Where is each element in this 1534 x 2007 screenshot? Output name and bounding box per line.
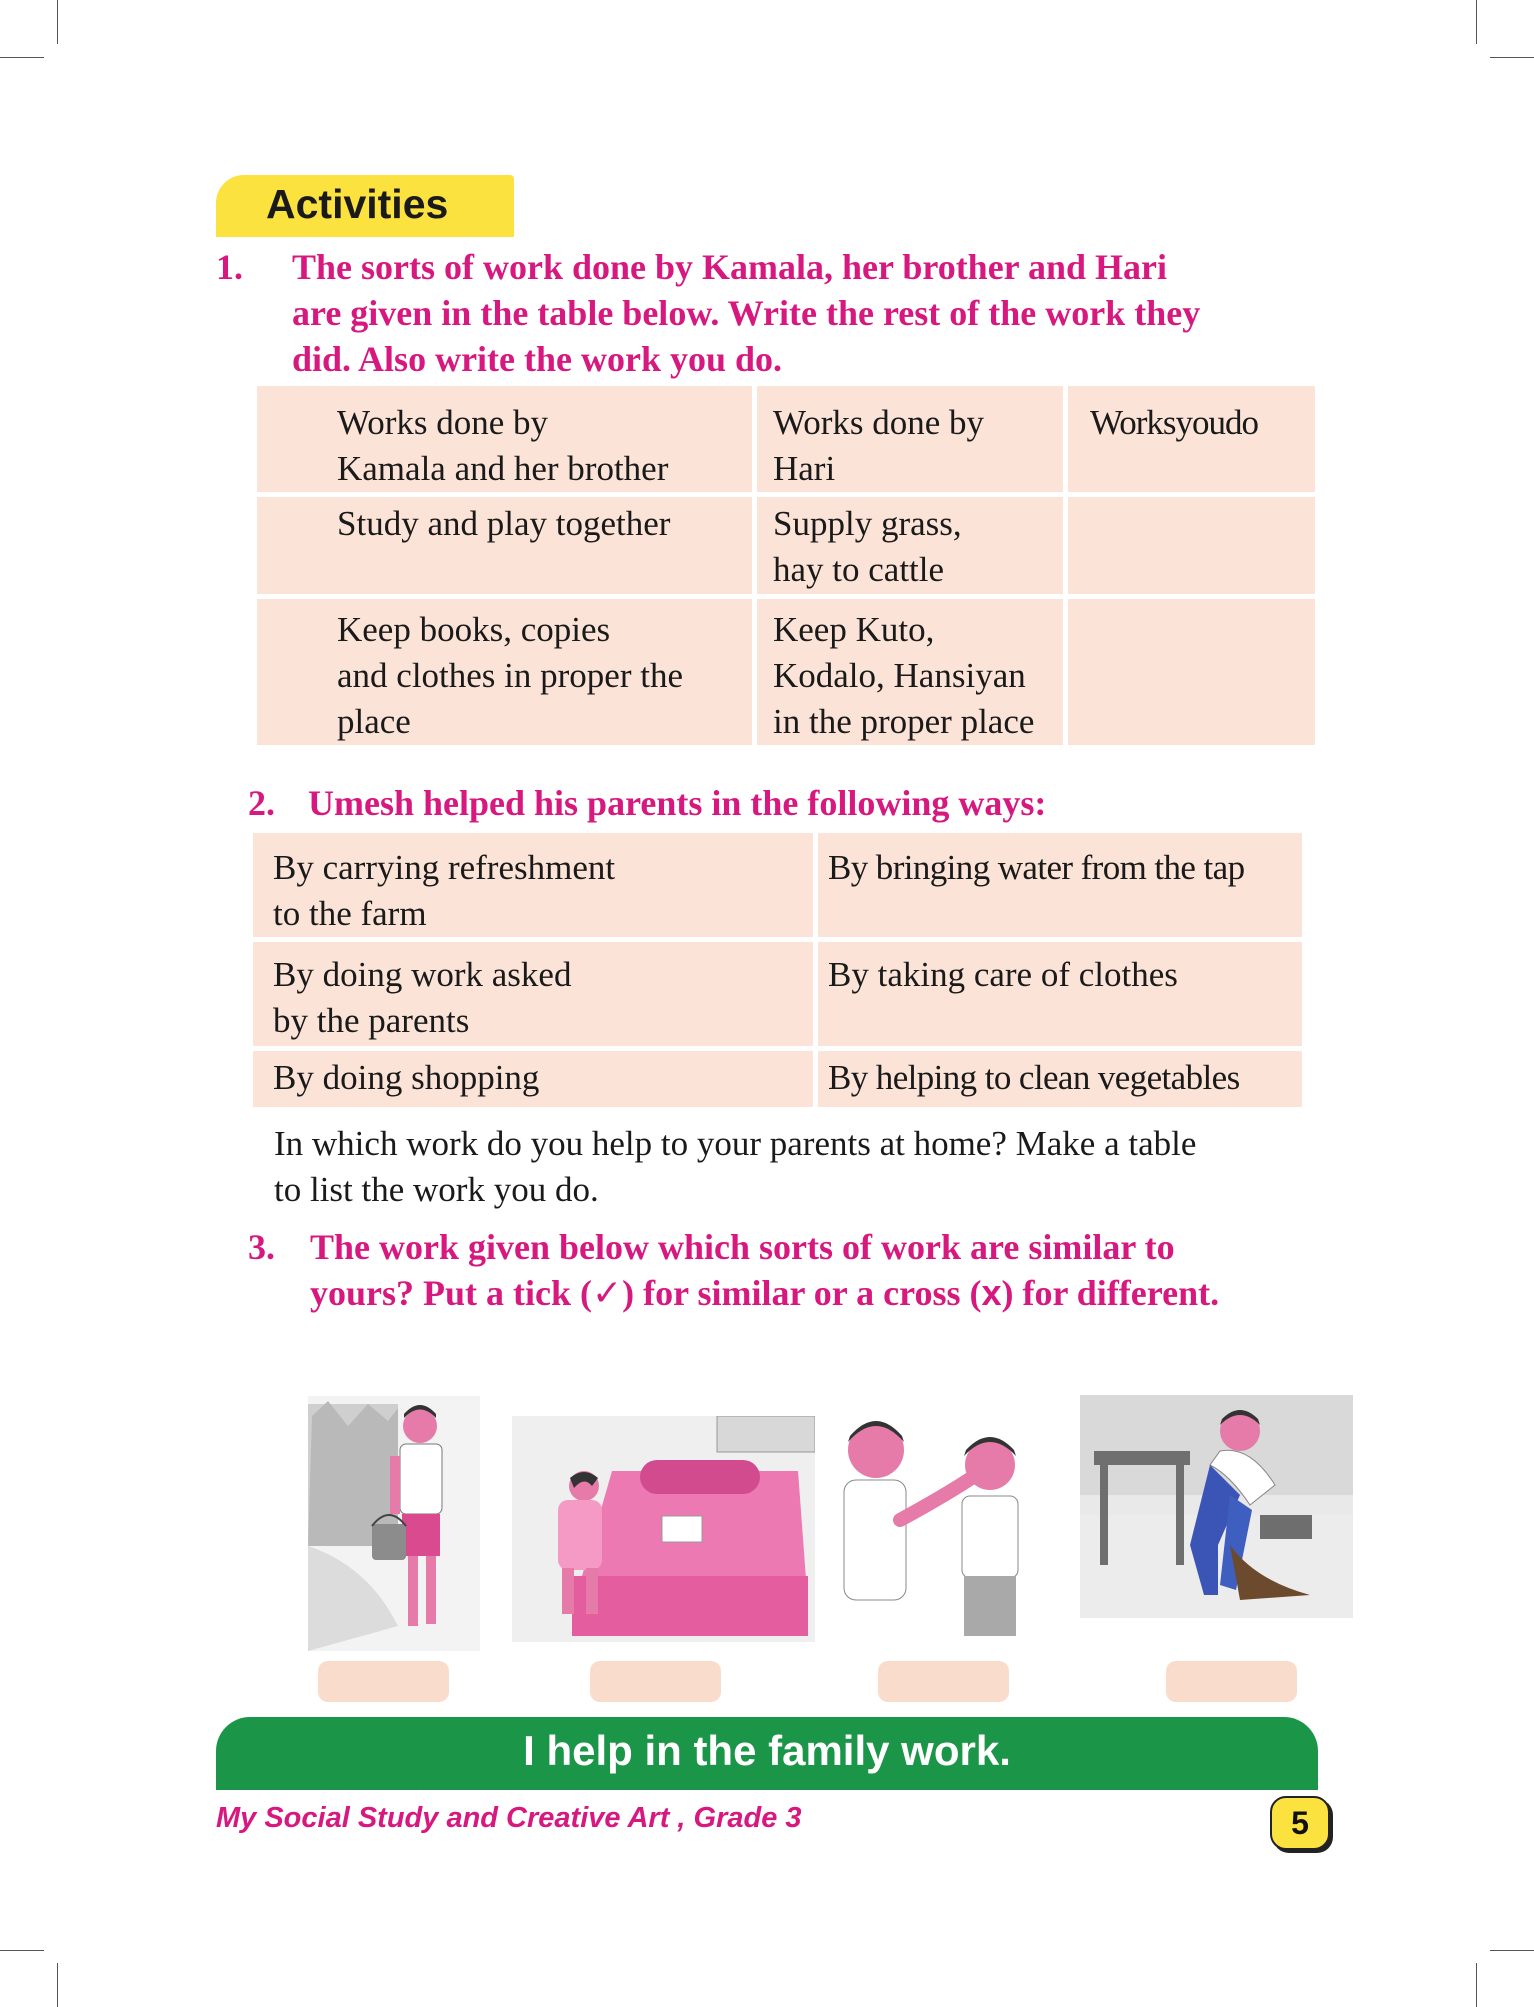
- activities-tab: [216, 175, 514, 237]
- tick-mark: ✓: [592, 1273, 623, 1314]
- boy-washing-face-illustration: [836, 1400, 1050, 1648]
- crop-mark: [1490, 57, 1534, 58]
- girl-making-bed-illustration: [512, 1416, 815, 1642]
- book-title: My Social Study and Creative Art , Grade 3: [216, 1802, 802, 1834]
- table-header-row: [257, 386, 1315, 492]
- table-cell: Keep books, copies and clothes in proper the place: [257, 599, 752, 745]
- q2-title: Umesh helped his parents in the following ways:: [308, 783, 1047, 823]
- table-row: [253, 833, 1302, 937]
- footer-banner: [216, 1717, 1318, 1790]
- table-cell: By helping to clean vegetables: [818, 1051, 1302, 1107]
- crop-mark: [0, 57, 44, 58]
- table-cell: Study and play together: [257, 497, 752, 594]
- header-cell: Works done by Hari: [757, 386, 1063, 492]
- answer-box[interactable]: [590, 1661, 721, 1702]
- table-cell: Keep Kuto, Kodalo, Hansiyan in the proper place: [757, 599, 1063, 745]
- table-cell: By doing shopping: [253, 1051, 813, 1107]
- table-cell: By carrying refreshment to the farm: [253, 833, 813, 937]
- crop-mark: [1490, 1950, 1534, 1951]
- table-cell: By taking care of clothes: [818, 942, 1302, 1046]
- page-number: 5: [1291, 1805, 1309, 1841]
- table-row: [253, 1051, 1302, 1107]
- q2-followup: In which work do you help to your parents at home? Make a table to list the work you do.: [274, 1124, 1197, 1209]
- q1-line: are given in the table below. Write the rest of the work they: [292, 293, 1201, 333]
- q1-table: [252, 381, 1320, 750]
- q1-line: The sorts of work done by Kamala, her brother and Hari: [292, 247, 1168, 287]
- boy-sweeping-floor-illustration: [1080, 1395, 1353, 1618]
- q1-line: did. Also write the work you do.: [292, 339, 783, 379]
- crop-mark: [0, 1950, 44, 1951]
- crop-mark: [57, 0, 58, 44]
- table-cell: By doing work asked by the parents: [253, 942, 813, 1046]
- header-cell: Works done by Kamala and her brother: [257, 386, 752, 492]
- footer-banner-text: I help in the family work.: [523, 1727, 1011, 1774]
- q3-text: The work given below which sorts of work are similar to yours? Put a tick (✓) for similar or a cross (x) for different.: [310, 1227, 1220, 1314]
- q2-table: [248, 828, 1307, 1112]
- page-number-badge: [1270, 1796, 1330, 1850]
- table-cell: Supply grass, hay to cattle: [757, 497, 1063, 594]
- activities-label: Activities: [266, 181, 449, 227]
- q3-number: 3.: [248, 1227, 275, 1267]
- q1-number: 1.: [216, 247, 243, 287]
- cross-mark: x: [981, 1272, 1002, 1313]
- q2-number: 2.: [248, 783, 275, 823]
- boy-carrying-bucket-illustration: [308, 1396, 480, 1651]
- answer-box[interactable]: [878, 1661, 1009, 1702]
- crop-mark: [57, 1963, 58, 2007]
- table-row: [257, 599, 1315, 745]
- answer-box[interactable]: [318, 1661, 449, 1702]
- answer-box[interactable]: [1166, 1661, 1297, 1702]
- q1-text: [292, 244, 1332, 382]
- table-row: [257, 497, 1315, 594]
- crop-mark: [1476, 0, 1477, 44]
- answer-cell[interactable]: [1068, 497, 1315, 594]
- table-row: [253, 942, 1302, 1046]
- header-cell: Worksyoudo: [1068, 386, 1315, 492]
- answer-cell[interactable]: [1068, 599, 1315, 745]
- crop-mark: [1476, 1963, 1477, 2007]
- table-cell: By bringing water from the tap: [818, 833, 1302, 937]
